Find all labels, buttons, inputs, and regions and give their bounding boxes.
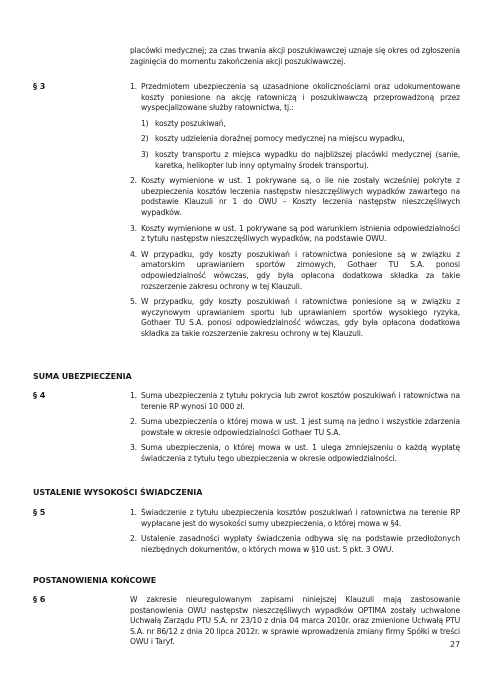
- item-text: Świadczenie z tytułu ubezpieczenia kosztów poszukiwań i ratownictwa na terenie RP wypłacane jest do wysokości sumy ubezpieczenia, o której mowa w §4.: [141, 508, 460, 528]
- section-3-item-5: [130, 297, 460, 339]
- section-heading-postanowienia: POSTANOWIENIA KOŃCOWE: [33, 576, 157, 585]
- page-number: 27: [450, 640, 461, 649]
- section-6-body: W zakresie nieuregulowanym zapisami niniejszej Klauzuli mają zastosowanie postanowienia OWU następstw nieszczęśliwych wypadków OPTIMA zostały uchwalone Uchwałą Zarządu PTU S.A. nr 23/10 z dnia 04 marca 2010r. oraz zmienione Uchwałą PTU S.A. nr 86/12 z dnia 20 lipca 2012r. w sprawie wprowadzenia zmiany firmy Spółki w treści OWU i Taryf.: [130, 595, 460, 647]
- item-number: 2.: [130, 534, 137, 544]
- subitem-3: [141, 150, 460, 171]
- subitem-2: [141, 134, 460, 145]
- section-4-item-1: [130, 391, 460, 412]
- section-3-item-1: [130, 82, 460, 171]
- item-text: Ustalenie zasadności wypłaty świadczenia odbywa się na podstawie przedłożonych niezbędnych dokumentów, o których mowa w §10 ust. 5 pkt. 3 OWU.: [141, 534, 460, 554]
- subitem-number: 2): [141, 134, 149, 144]
- subitem-text: koszty transportu z miejsca wypadku do najbliższej placówki medycznej (sanie, karetka, helikopter lub inny optymalny środek transportu).: [155, 149, 460, 170]
- subitem-number: 1): [141, 118, 149, 128]
- section-6-label: § 6: [33, 595, 46, 604]
- item-text: Suma ubezpieczenia z tytułu pokrycia lub zwrot kosztów poszukiwań i ratownictwa na terenie RP wynosi 10 000 zł.: [141, 391, 460, 411]
- subitem-text: koszty poszukiwań,: [155, 118, 226, 128]
- item-number: 3.: [130, 223, 137, 233]
- item-number: 1.: [130, 391, 137, 400]
- section-3-label: § 3: [33, 82, 46, 91]
- item-text: Suma ubezpieczenia, o której mowa w ust. 1 ulega zmniejszeniu o każdą wypłatę świadczenia z tytułu tego ubezpieczenia w okresie odpowiedzialności.: [141, 443, 460, 463]
- subitem-1: [141, 119, 460, 130]
- section-5-label: § 5: [33, 508, 46, 517]
- section-3-body: [130, 82, 460, 344]
- item-text: Koszty wymienione w ust. 1 pokrywane są, o ile nie zostały wcześniej pokryte z ubezpieczenia kosztów leczenia następstw nieszczęśliwych wypadków zawartego na podstawie Klauzuli nr 1 do OWU – Koszty leczenia następstw nieszczęśliwych wypadków.: [141, 176, 460, 217]
- item-text: Suma ubezpieczenia o której mowa w ust. 1 jest sumą na jedno i wszystkie zdarzenia powstałe w okresie odpowiedzialności Gothaer TU S.A.: [141, 417, 460, 437]
- section-3-item-3: [130, 224, 460, 245]
- item-number: 1.: [130, 508, 137, 517]
- item-number: 3.: [130, 443, 137, 453]
- subitem-number: 3): [141, 149, 149, 159]
- item-number: 1.: [130, 82, 137, 91]
- section-5-item-2: [130, 534, 460, 555]
- continuation-paragraph: placówki medycznej; za czas trwania akcji poszukiwawczej uznaje się okres od zgłoszenia zaginięcia do momentu zakończenia akcji poszukiwawczej.: [130, 46, 460, 66]
- subitem-text: koszty udzielenia doraźnej pomocy medycznej na miejscu wypadku,: [155, 134, 405, 144]
- section-3-item-4: [130, 250, 460, 292]
- item-text: Przedmiotem ubezpieczenia są uzasadnione okolicznościami oraz udokumentowane koszty poniesione na akcję ratowniczą i poszukiwawczą przeprowadzoną przez wyspecjalizowane służby ratownictwa, tj.:: [141, 82, 460, 113]
- item-text: W przypadku, gdy koszty poszukiwań i ratownictwa poniesione są w związku z wyczynowym uprawianiem sportu lub uprawianiem sportów wysokiego ryzyka, Gothaer TU S.A. ponosi odpowiedzialność wówczas, gdy była opłacona dodatkowa składka za takie rozszerzenie zakresu ochrony w tej Klauzuli.: [141, 297, 460, 338]
- item-text: Koszty wymienione w ust. 1 pokrywane są pod warunkiem istnienia odpowiedzialności z tytułu następstw nieszczęśliwych wypadków, na podstawie OWU.: [141, 223, 460, 244]
- section-3-item-2: [130, 176, 460, 218]
- section-5-body: [130, 508, 460, 560]
- item-number: 5.: [130, 297, 137, 307]
- item-number: 2.: [130, 176, 137, 186]
- section-4-item-3: [130, 443, 460, 464]
- item-number: 2.: [130, 417, 137, 427]
- item-number: 4.: [130, 249, 137, 259]
- section-heading-ustalenie: USTALENIE WYSOKOŚCI ŚWIADCZENIA: [33, 488, 203, 497]
- section-5-item-1: [130, 508, 460, 529]
- section-heading-suma: SUMA UBEZPIECZENIA: [33, 372, 132, 381]
- section-4-label: § 4: [33, 391, 46, 400]
- section-4-item-2: [130, 417, 460, 438]
- item-text: W przypadku, gdy koszty poszukiwań i ratownictwa poniesione są w związku z amatorskim uprawianiem sportów zimowych, Gothaer TU S.A. ponosi odpowiedzialność wówczas, gdy była opłacona dodatkowa składka za takie rozszerzenie zakresu ochrony w tej Klauzuli.: [141, 249, 460, 291]
- section-4-body: [130, 391, 460, 470]
